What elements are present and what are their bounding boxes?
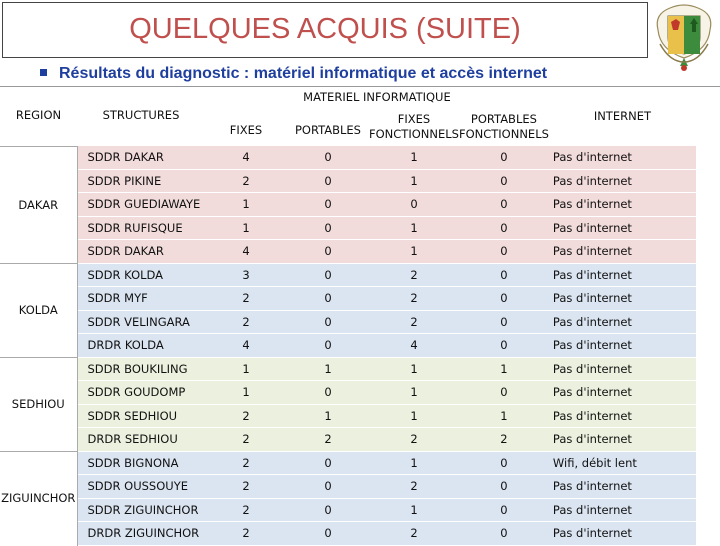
fixes-cell: 3 <box>205 263 287 287</box>
table-row <box>0 404 696 428</box>
structure-cell: SDDR GUEDIAWAYE <box>77 193 205 217</box>
header-region: REGION <box>15 108 62 122</box>
portables-cell: 0 <box>287 334 369 358</box>
region-cell: KOLDA <box>0 263 77 357</box>
fixes-cell: 2 <box>205 428 287 452</box>
region-cell: DAKAR <box>0 146 77 263</box>
internet-cell: Pas d'internet <box>549 334 696 358</box>
fixes-cell: 2 <box>205 498 287 522</box>
internet-cell: Pas d'internet <box>549 381 696 405</box>
portables-cell: 0 <box>287 381 369 405</box>
header-portables: PORTABLES <box>294 123 361 138</box>
structure-cell: SDDR DAKAR <box>77 146 205 169</box>
header-materiel-informatique: MATERIEL INFORMATIQUE <box>205 86 549 108</box>
portables-cell: 2 <box>287 428 369 452</box>
table-row <box>0 334 696 358</box>
fixes-fonctionnels-cell: 2 <box>369 475 459 499</box>
portables-cell: 0 <box>287 287 369 311</box>
table-row <box>0 357 696 381</box>
table-row <box>0 216 696 240</box>
fixes-fonctionnels-cell: 0 <box>369 193 459 217</box>
fixes-fonctionnels-cell: 1 <box>369 498 459 522</box>
internet-cell: Wifi, débit lent <box>549 451 696 475</box>
portables-cell: 0 <box>287 310 369 334</box>
fixes-cell: 1 <box>205 193 287 217</box>
fixes-cell: 2 <box>205 310 287 334</box>
subtitle <box>40 65 547 83</box>
fixes-cell: 4 <box>205 334 287 358</box>
fixes-cell: 1 <box>205 357 287 381</box>
table-row <box>0 146 696 169</box>
fixes-cell: 2 <box>205 404 287 428</box>
table-row <box>0 240 696 264</box>
internet-cell: Pas d'internet <box>549 357 696 381</box>
internet-cell: Pas d'internet <box>549 193 696 217</box>
portables-fonctionnels-cell: 1 <box>459 357 549 381</box>
fixes-fonctionnels-cell: 2 <box>369 310 459 334</box>
portables-cell: 0 <box>287 240 369 264</box>
fixes-cell: 2 <box>205 475 287 499</box>
portables-cell: 0 <box>287 169 369 193</box>
diagnostic-table <box>0 86 696 546</box>
coat-of-arms-icon <box>650 0 718 74</box>
table-row <box>0 287 696 311</box>
portables-fonctionnels-cell: 0 <box>459 381 549 405</box>
fixes-fonctionnels-cell: 1 <box>369 357 459 381</box>
internet-cell: Pas d'internet <box>549 498 696 522</box>
internet-cell: Pas d'internet <box>549 475 696 499</box>
portables-cell: 1 <box>287 357 369 381</box>
portables-fonctionnels-cell: 0 <box>459 451 549 475</box>
fixes-fonctionnels-cell: 2 <box>369 522 459 546</box>
fixes-cell: 2 <box>205 169 287 193</box>
structure-cell: SDDR DAKAR <box>77 240 205 264</box>
fixes-cell: 4 <box>205 146 287 169</box>
fixes-cell: 2 <box>205 287 287 311</box>
structure-cell: SDDR KOLDA <box>77 263 205 287</box>
table-row <box>0 169 696 193</box>
header-internet: INTERNET <box>593 109 651 123</box>
fixes-cell: 2 <box>205 451 287 475</box>
portables-fonctionnels-cell: 0 <box>459 169 549 193</box>
internet-cell: Pas d'internet <box>549 522 696 546</box>
portables-fonctionnels-cell: 0 <box>459 475 549 499</box>
fixes-cell: 4 <box>205 240 287 264</box>
portables-fonctionnels-cell: 0 <box>459 498 549 522</box>
structure-cell: SDDR VELINGARA <box>77 310 205 334</box>
subtitle-text: Résultats du diagnostic : matériel informatique et accès internet <box>59 65 548 82</box>
structure-cell: SDDR GOUDOMP <box>77 381 205 405</box>
portables-fonctionnels-cell: 0 <box>459 310 549 334</box>
portables-fonctionnels-cell: 0 <box>459 216 549 240</box>
table-row <box>0 381 696 405</box>
table-row <box>0 522 696 546</box>
fixes-fonctionnels-cell: 2 <box>369 428 459 452</box>
portables-fonctionnels-cell: 0 <box>459 287 549 311</box>
table-row <box>0 193 696 217</box>
fixes-fonctionnels-cell: 1 <box>369 146 459 169</box>
portables-cell: 0 <box>287 522 369 546</box>
portables-cell: 0 <box>287 263 369 287</box>
structure-cell: SDDR RUFISQUE <box>77 216 205 240</box>
portables-cell: 0 <box>287 193 369 217</box>
fixes-cell: 2 <box>205 522 287 546</box>
internet-cell: Pas d'internet <box>549 263 696 287</box>
portables-cell: 1 <box>287 404 369 428</box>
header-portables-fonctionnels: PORTABLES FONCTIONNELS <box>458 112 549 142</box>
portables-fonctionnels-cell: 0 <box>459 263 549 287</box>
fixes-fonctionnels-cell: 1 <box>369 381 459 405</box>
header-fixes-fonctionnels: FIXES FONCTIONNELS <box>369 112 459 142</box>
table-row <box>0 498 696 522</box>
structure-cell: SDDR BOUKILING <box>77 357 205 381</box>
structure-cell: DRDR SEDHIOU <box>77 428 205 452</box>
internet-cell: Pas d'internet <box>549 404 696 428</box>
structure-cell: SDDR SEDHIOU <box>77 404 205 428</box>
table-row <box>0 428 696 452</box>
table-row <box>0 263 696 287</box>
slide-title: QUELQUES ACQUIS (SUITE) <box>129 13 521 45</box>
table-row <box>0 475 696 499</box>
portables-cell: 0 <box>287 498 369 522</box>
bullet-icon <box>40 69 47 76</box>
fixes-fonctionnels-cell: 4 <box>369 334 459 358</box>
portables-cell: 0 <box>287 146 369 169</box>
internet-cell: Pas d'internet <box>549 146 696 169</box>
title-box <box>2 2 648 58</box>
structure-cell: SDDR BIGNONA <box>77 451 205 475</box>
fixes-fonctionnels-cell: 1 <box>369 404 459 428</box>
region-cell: ZIGUINCHOR <box>0 451 77 545</box>
portables-cell: 0 <box>287 475 369 499</box>
portables-fonctionnels-cell: 2 <box>459 428 549 452</box>
internet-cell: Pas d'internet <box>549 169 696 193</box>
table-row <box>0 451 696 475</box>
portables-fonctionnels-cell: 0 <box>459 334 549 358</box>
fixes-fonctionnels-cell: 2 <box>369 263 459 287</box>
portables-fonctionnels-cell: 0 <box>459 193 549 217</box>
header-structures: STRUCTURES <box>102 108 180 122</box>
internet-cell: Pas d'internet <box>549 287 696 311</box>
structure-cell: SDDR ZIGUINCHOR <box>77 498 205 522</box>
structure-cell: SDDR PIKINE <box>77 169 205 193</box>
structure-cell: DRDR KOLDA <box>77 334 205 358</box>
portables-fonctionnels-cell: 1 <box>459 404 549 428</box>
fixes-cell: 1 <box>205 216 287 240</box>
internet-cell: Pas d'internet <box>549 428 696 452</box>
internet-cell: Pas d'internet <box>549 240 696 264</box>
structure-cell: DRDR ZIGUINCHOR <box>77 522 205 546</box>
fixes-fonctionnels-cell: 2 <box>369 287 459 311</box>
structure-cell: SDDR MYF <box>77 287 205 311</box>
region-cell: SEDHIOU <box>0 357 77 451</box>
fixes-fonctionnels-cell: 1 <box>369 451 459 475</box>
portables-fonctionnels-cell: 0 <box>459 240 549 264</box>
portables-fonctionnels-cell: 0 <box>459 146 549 169</box>
fixes-fonctionnels-cell: 1 <box>369 169 459 193</box>
fixes-fonctionnels-cell: 1 <box>369 240 459 264</box>
portables-cell: 0 <box>287 451 369 475</box>
fixes-fonctionnels-cell: 1 <box>369 216 459 240</box>
table-body <box>0 146 696 545</box>
structure-cell: SDDR OUSSOUYE <box>77 475 205 499</box>
table-row <box>0 310 696 334</box>
portables-cell: 0 <box>287 216 369 240</box>
header-fixes: FIXES <box>229 123 263 138</box>
internet-cell: Pas d'internet <box>549 216 696 240</box>
portables-fonctionnels-cell: 0 <box>459 522 549 546</box>
internet-cell: Pas d'internet <box>549 310 696 334</box>
fixes-cell: 1 <box>205 381 287 405</box>
